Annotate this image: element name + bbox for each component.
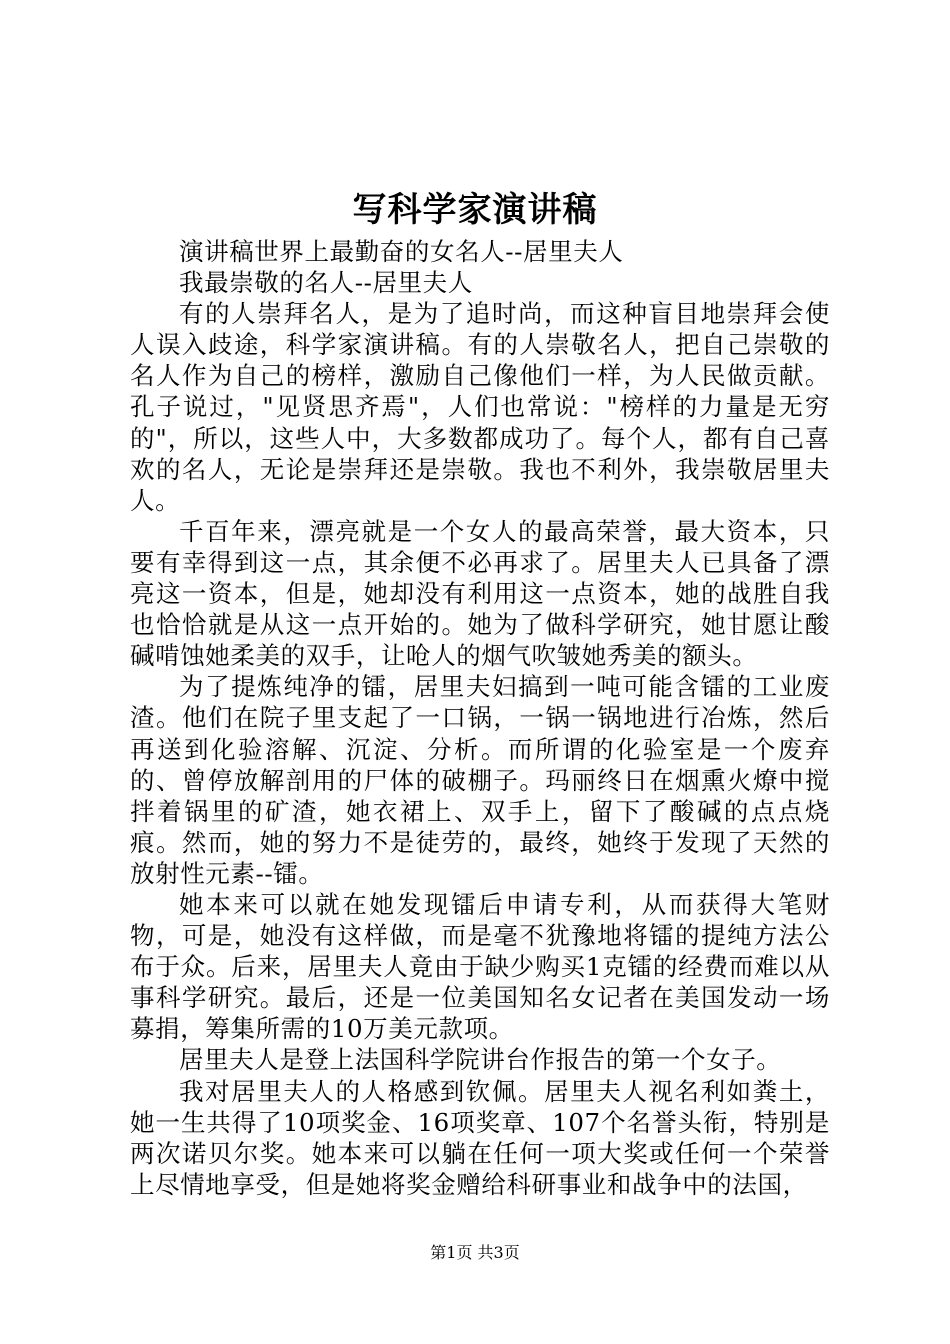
paragraph-academy: 居里夫人是登上法国科学院讲台作报告的第一个女子。	[179, 1045, 782, 1075]
paragraph-patent: 她本来可以就在她发现镭后申请专利，从而获得大笔财物，可是，她没有这样做，而是毫不犹豫地将镭的提纯方法公布于众。后来，居里夫人竟由于缺少购买1克镭的经费而难以从事科学研究。最后，还是一位美国知名女记者在美国发动一场募捐，筹集所需的10万美元款项。	[130, 889, 830, 1044]
paragraph-heading: 我最崇敬的名人--居里夫人	[179, 268, 473, 298]
document-body	[130, 236, 830, 1200]
page-number-footer: 第1页 共3页	[430, 1243, 520, 1262]
paragraph-subtitle: 演讲稿世界上最勤奋的女名人--居里夫人	[179, 237, 624, 266]
paragraph-beauty: 千百年来，漂亮就是一个女人的最高荣誉，最大资本，只要有幸得到这一点，其余便不必再求了。居里夫人已具备了漂亮这一资本，但是，她却没有利用这一点资本，她的战胜自我也恰恰就是从这一点开始的。她为了做科学研究，她甘愿让酸碱啃蚀她柔美的双手，让呛人的烟气吹皱她秀美的额头。	[130, 516, 830, 671]
paragraph-character: 我对居里夫人的人格感到钦佩。居里夫人视名利如粪土，她一生共得了10项奖金、16项奖章、107个名誉头衔，特别是两次诺贝尔奖。她本来可以躺在任何一项大奖或任何一个荣誉上尽情地享受，但是她将奖金赠给科研事业和战争中的法国，	[130, 1076, 830, 1199]
paragraph-radium-discovery: 为了提炼纯净的镭，居里夫妇搞到一吨可能含镭的工业废渣。他们在院子里支起了一口锅，一锅一锅地进行冶炼，然后再送到化验溶解、沉淀、分析。而所谓的化验室是一个废弃的、曾停放解剖用的尸体的破棚子。玛丽终日在烟熏火燎中搅拌着锅里的矿渣，她衣裙上、双手上，留下了酸碱的点点烧痕。然而，她的努力不是徒劳的，最终，她终于发现了天然的放射性元素--镭。	[130, 672, 830, 888]
paragraph-intro: 有的人崇拜名人，是为了追时尚，而这种盲目地崇拜会使人误入歧途，科学家演讲稿。有的人崇敬名人，把自己崇敬的名人作为自己的榜样，激励自己像他们一样，为人民做贡献。孔子说过，"见贤思齐焉"，人们也常说："榜样的力量是无穷的"，所以，这些人中，大多数都成功了。每个人，都有自己喜欢的名人，无论是崇拜还是崇敬。我也不利外，我崇敬居里夫人。	[130, 299, 830, 515]
document-title: 写科学家演讲稿	[352, 190, 598, 230]
